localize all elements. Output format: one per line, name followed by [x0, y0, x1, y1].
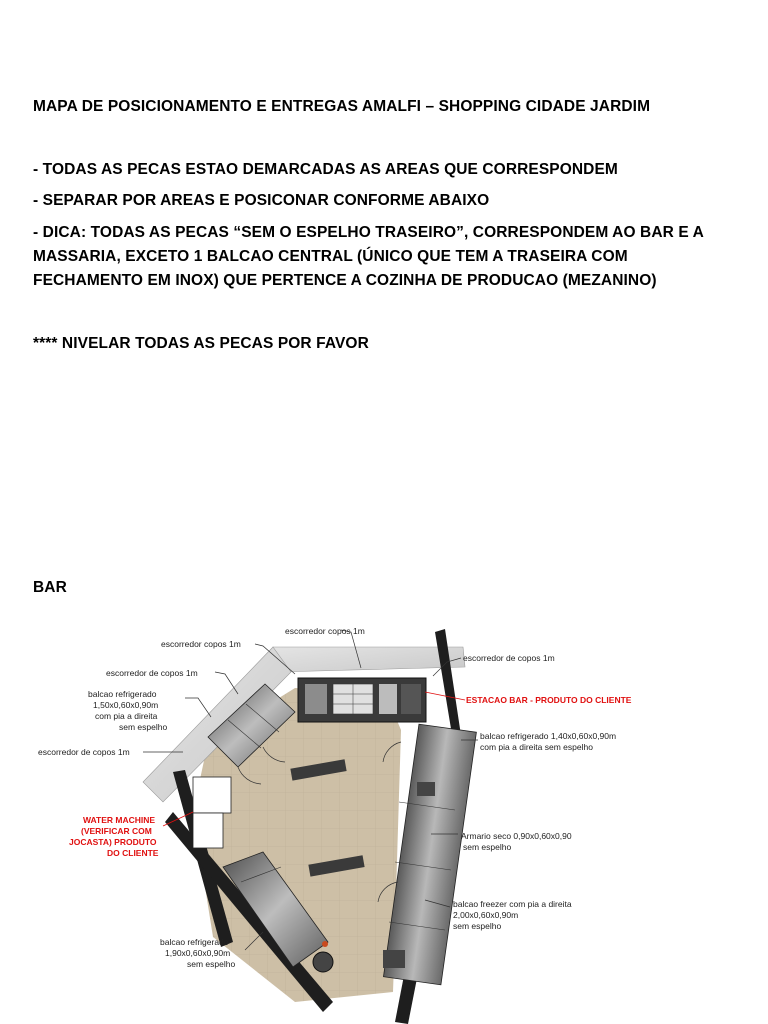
- bar-floor-plan-drawing: [33, 612, 645, 1024]
- label-escorredor-left: escorredor de copos 1m: [38, 747, 130, 757]
- label-balcao-bottom-1: balcao refrigerado: [160, 937, 229, 947]
- label-balcao-bottom-3: sem espelho: [187, 959, 236, 969]
- label-estacao-bar: ESTACAO BAR - PRODUTO DO CLIENTE: [466, 695, 632, 705]
- instruction-bullet-separate: - SEPARAR POR AREAS E POSICONAR CONFORME ABAIXO: [33, 192, 490, 209]
- label-balcao-bottom-2: 1,90x0,60x0,90m: [165, 948, 231, 958]
- estacao-bar-drainer: [379, 684, 397, 714]
- label-water-3: JOCASTA) PRODUTO: [69, 837, 157, 847]
- label-water-2: (VERIFICAR COM: [81, 826, 152, 836]
- balcao-freezer-sink: [383, 950, 405, 968]
- label-balcao-right-2: com pia a direita sem espelho: [480, 742, 593, 752]
- label-water-1: WATER MACHINE: [83, 815, 156, 825]
- valve-icon: [322, 941, 328, 947]
- estacao-bar-tray: [401, 684, 421, 714]
- label-armario-2: sem espelho: [463, 842, 512, 852]
- document-title: MAPA DE POSICIONAMENTO E ENTREGAS AMALFI – SHOPPING CIDADE JARDIM: [33, 98, 651, 115]
- label-freezer-3: sem espelho: [453, 921, 502, 931]
- label-escorredor-3: escorredor de copos 1m: [106, 668, 198, 678]
- instruction-bullet-tip: - DICA: TODAS AS PECAS “SEM O ESPELHO TRASEIRO”, CORRESPONDEM AO BAR E A MASSARIA, EXCETO 1 BALCAO CENTRAL (ÚNICO QUE TEM A TRASEIRA COM FECHAMENTO EM INOX) QUE PERTENCE A COZINHA DE PRODUCAO (MEZANINO): [33, 224, 704, 289]
- label-armario-1: Armario seco 0,90x0,60x0,90: [461, 831, 572, 841]
- label-freezer-2: 2,00x0,60x0,90m: [453, 910, 519, 920]
- label-escorredor-top: escorredor copos 1m: [285, 626, 365, 636]
- label-freezer-1: balcao freezer com pia a direita: [453, 899, 572, 909]
- label-balcao-left-2: 1,50x0,60x0,90m: [93, 700, 159, 710]
- balcao-right-sink: [417, 782, 435, 796]
- instruction-bullet-areas: - TODAS AS PECAS ESTAO DEMARCADAS AS AREAS QUE CORRESPONDEM: [33, 161, 618, 178]
- label-balcao-left-4: sem espelho: [119, 722, 168, 732]
- label-escorredor-2: escorredor copos 1m: [161, 639, 241, 649]
- drain-icon: [313, 952, 333, 972]
- water-machine: [193, 777, 231, 813]
- label-water-4: DO CLIENTE: [107, 848, 159, 858]
- label-balcao-left-3: com pia a direita: [95, 711, 158, 721]
- label-balcao-right-1: balcao refrigerado 1,40x0,60x0,90m: [480, 731, 617, 741]
- label-escorredor-right: escorredor de copos 1m: [463, 653, 555, 663]
- label-balcao-left-1: balcao refrigerado: [88, 689, 157, 699]
- countertop-top: [273, 647, 465, 672]
- leveling-note: **** NIVELAR TODAS AS PECAS POR FAVOR: [33, 335, 369, 352]
- bar-floor-plan: [33, 612, 645, 1024]
- estacao-bar-sink: [305, 684, 327, 714]
- section-title-bar: BAR: [33, 579, 67, 596]
